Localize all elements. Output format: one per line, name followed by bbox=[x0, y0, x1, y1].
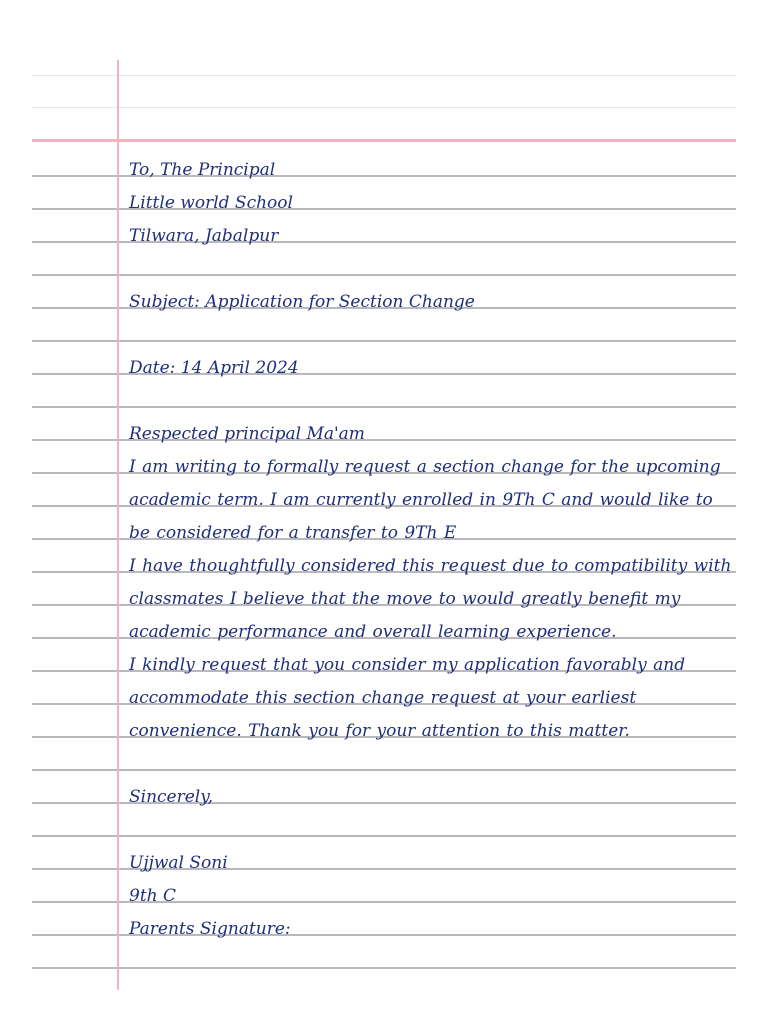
ruled-line bbox=[32, 967, 736, 969]
margin-line bbox=[117, 60, 119, 990]
address-line: Tilwara, Jabalpur bbox=[129, 226, 279, 246]
body-line: be considered for a transfer to 9Th E bbox=[129, 523, 457, 543]
ruled-line bbox=[32, 340, 736, 342]
address-line: To, The Principal bbox=[129, 160, 276, 180]
signature-name: Ujjwal Soni bbox=[129, 853, 228, 873]
body-line: classmates I believe that the move to would greatly benefit my bbox=[129, 589, 681, 609]
body-line: academic performance and overall learning experience. bbox=[129, 622, 617, 642]
body-line: I kindly request that you consider my application favorably and bbox=[129, 655, 686, 675]
ruled-line bbox=[32, 406, 736, 408]
header-rule bbox=[32, 139, 736, 142]
signature-class: 9th C bbox=[129, 886, 177, 906]
faint-rule bbox=[32, 107, 736, 108]
ruled-line bbox=[32, 769, 736, 771]
closing: Sincerely, bbox=[129, 787, 213, 807]
subject-line: Subject: Application for Section Change bbox=[129, 292, 475, 312]
salutation: Respected principal Ma'am bbox=[129, 424, 365, 444]
date-line: Date: 14 April 2024 bbox=[129, 358, 299, 378]
body-line: I have thoughtfully considered this request due to compatibility with bbox=[129, 556, 732, 576]
body-line: academic term. I am currently enrolled in 9Th C and would like to bbox=[129, 490, 713, 510]
body-line: convenience. Thank you for your attention to this matter. bbox=[129, 721, 630, 741]
parents-signature-label: Parents Signature: bbox=[129, 919, 291, 939]
address-line: Little world School bbox=[129, 193, 293, 213]
body-line: I am writing to formally request a section change for the upcoming bbox=[129, 457, 721, 477]
ruled-line bbox=[32, 274, 736, 276]
ruled-line bbox=[32, 835, 736, 837]
body-line: accommodate this section change request at your earliest bbox=[129, 688, 637, 708]
faint-rule bbox=[32, 75, 736, 76]
